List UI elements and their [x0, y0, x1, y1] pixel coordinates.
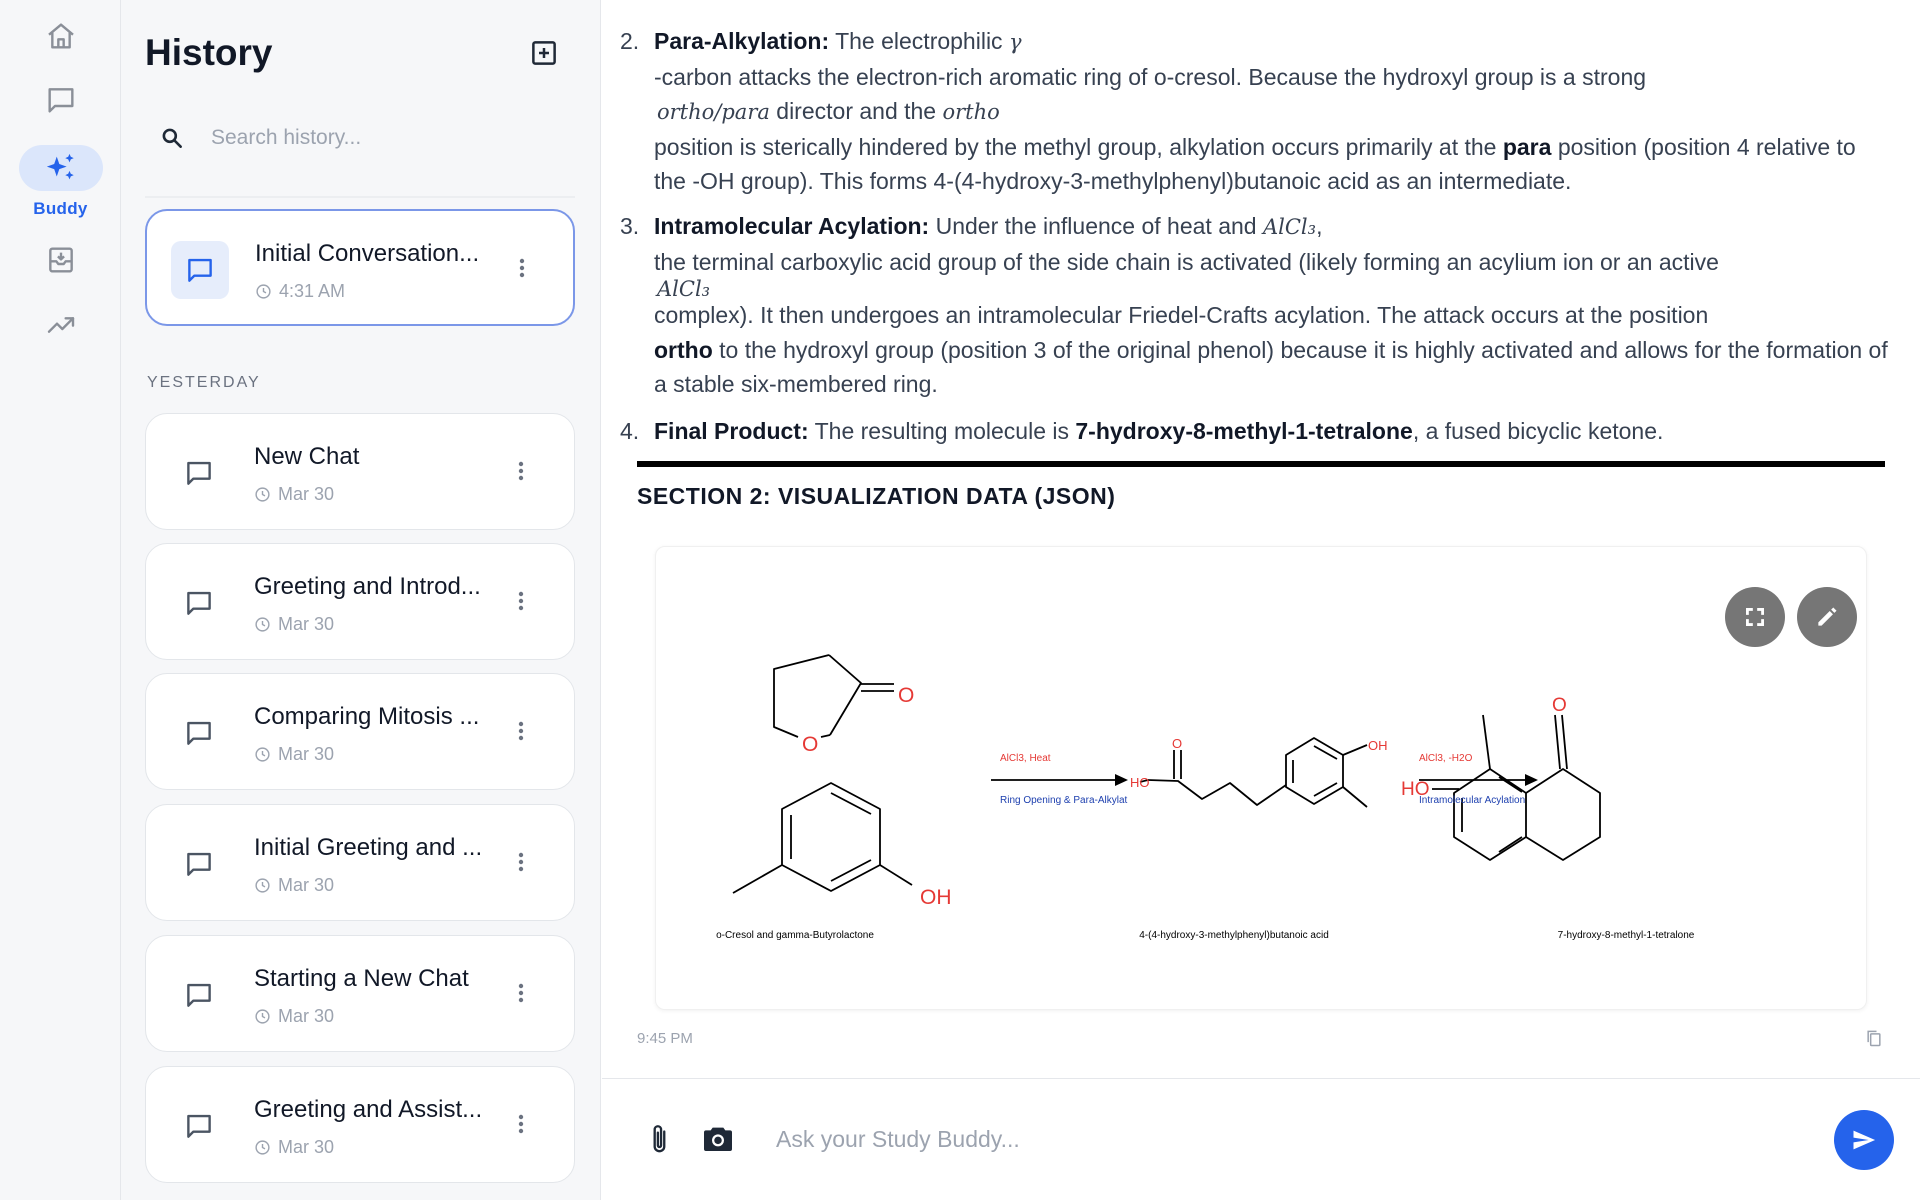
- rail-home-button[interactable]: [0, 20, 121, 52]
- sparkles-icon: [44, 151, 78, 185]
- pencil-icon: [1814, 604, 1840, 630]
- step-text: complex). It then undergoes an intramolecular Friedel-Crafts acylation. The attack occurs at the position: [654, 302, 1709, 328]
- step-line: [657, 277, 1894, 301]
- section-divider: [637, 461, 1885, 467]
- intermediate-ring: [1286, 738, 1343, 804]
- step-line: [654, 60, 1894, 95]
- atom-label: HO: [1130, 775, 1150, 790]
- chat-bubble-icon: [45, 84, 77, 116]
- math-inline: ortho: [942, 100, 1000, 124]
- history-item-time-text: Mar 30: [278, 484, 335, 504]
- step-text: ,: [1316, 213, 1323, 239]
- history-item-icon: [170, 966, 228, 1024]
- mechanism-step-3: [620, 209, 1894, 402]
- step-line: [654, 245, 1894, 280]
- paperclip-icon: [647, 1122, 673, 1156]
- history-item-title: Greeting and Introd...: [254, 573, 481, 600]
- history-item-icon: [170, 1097, 228, 1155]
- step-text: , a fused bicyclic ketone.: [1412, 418, 1664, 444]
- step-line: [654, 209, 1894, 245]
- intermediate-caption: 4-(4-hydroxy-3-methylphenyl)butanoic acid: [1139, 930, 1329, 941]
- step-number: 2.: [620, 28, 640, 54]
- history-search: [145, 113, 575, 163]
- step-title: Para-Alkylation:: [654, 28, 830, 54]
- atom-label: O: [1552, 695, 1567, 716]
- step-title: Intramolecular Acylation:: [654, 213, 930, 239]
- arrowhead-1: [1115, 774, 1128, 786]
- new-chat-button[interactable]: [527, 36, 561, 70]
- intermediate-chain: [1148, 780, 1286, 805]
- history-item-icon: [170, 444, 228, 502]
- history-item-title: Initial Conversation...: [255, 240, 480, 267]
- history-item-time-text: Mar 30: [278, 1137, 335, 1157]
- rail-buddy-label: Buddy: [33, 199, 88, 218]
- lactone-bonds: [829, 655, 861, 735]
- more-vertical-icon: [517, 720, 525, 742]
- history-item-more-button[interactable]: [504, 842, 538, 882]
- product-methyl: [1483, 715, 1490, 769]
- rail-chats-button[interactable]: [0, 84, 121, 116]
- cresol-ring: [782, 783, 880, 891]
- trending-up-icon: [45, 309, 77, 341]
- send-button[interactable]: [1834, 1110, 1894, 1170]
- history-item-time: [254, 484, 334, 505]
- clock-icon: [255, 283, 272, 300]
- history-item-icon: [170, 704, 228, 762]
- atom-label: O: [1172, 736, 1183, 751]
- copy-icon: [1864, 1028, 1884, 1048]
- lactone-ring: [774, 655, 829, 737]
- send-icon: [1850, 1126, 1878, 1154]
- step-line: [654, 333, 1894, 402]
- chat-bubble-icon: [184, 588, 214, 618]
- step-number: 3.: [620, 213, 640, 239]
- history-item-title: New Chat: [254, 443, 360, 470]
- history-item-time-text: 4:31 AM: [279, 281, 346, 301]
- clock-icon: [254, 746, 271, 763]
- atom-label: HO: [1401, 779, 1430, 800]
- step-number: 4.: [620, 418, 640, 444]
- history-item-time: [254, 875, 334, 896]
- history-item[interactable]: [145, 804, 575, 921]
- clock-icon: [254, 1008, 271, 1025]
- mechanism-step-4: [620, 414, 1894, 449]
- chat-main: [602, 0, 1920, 1078]
- message-input[interactable]: [776, 1119, 1776, 1159]
- step-text: director and the: [769, 98, 943, 124]
- history-item-time: [255, 281, 345, 302]
- step-line: [654, 298, 1894, 333]
- reaction-scheme-svg: [656, 547, 1868, 1011]
- camera-button[interactable]: [698, 1119, 738, 1159]
- more-vertical-icon: [517, 590, 525, 612]
- product-caption: 7-hydroxy-8-methyl-1-tetralone: [1557, 930, 1695, 941]
- history-item-time-text: Mar 30: [278, 614, 335, 634]
- nav-rail: [0, 0, 121, 1200]
- history-item-time: [254, 744, 334, 765]
- product-carbonyl: [1555, 715, 1567, 769]
- history-item-time-text: Mar 30: [278, 875, 335, 895]
- atom-label: OH: [1368, 738, 1388, 753]
- rail-progress-button[interactable]: [0, 309, 121, 341]
- atom-label: O: [802, 733, 819, 756]
- arrow-step-label: Ring Opening & Para-Alkylat: [1000, 795, 1128, 806]
- mechanism-step-2: [620, 24, 1894, 199]
- step-text: The electrophilic: [829, 28, 1009, 54]
- step-bold: 7-hydroxy-8-methyl-1-tetralone: [1075, 418, 1413, 444]
- home-icon: [45, 20, 77, 52]
- history-item-time: [254, 1137, 334, 1158]
- reaction-diagram-card: [655, 546, 1867, 1010]
- history-title: History: [145, 32, 273, 73]
- divider: [145, 196, 575, 198]
- chat-bubble-icon: [184, 980, 214, 1010]
- chat-bubble-icon: [185, 255, 215, 285]
- cresol-aromatic-bonds: [791, 793, 871, 881]
- history-item-time-text: Mar 30: [278, 1006, 335, 1026]
- history-item-time: [254, 614, 334, 635]
- history-item-icon: [171, 241, 229, 299]
- arrow-reagent-label: AlCl3, Heat: [1000, 753, 1051, 764]
- history-item-time: [254, 1006, 334, 1027]
- archive-download-icon: [45, 244, 77, 276]
- arrowhead-2: [1525, 774, 1538, 786]
- chat-bubble-icon: [184, 849, 214, 879]
- camera-icon: [702, 1125, 734, 1153]
- step-text: -carbon attacks the electron-rich aromatic ring of o-cresol. Because the hydroxyl group is a strong: [654, 63, 1647, 90]
- search-icon: [159, 125, 185, 151]
- step-text: the terminal carboxylic acid group of the side chain is activated (likely forming an acylium ion or an active: [654, 248, 1719, 275]
- fullscreen-button[interactable]: [1725, 587, 1785, 647]
- rail-archive-button[interactable]: [0, 244, 121, 276]
- intermediate-substituents: [1343, 745, 1367, 807]
- history-item-title: Greeting and Assist...: [254, 1096, 483, 1123]
- chat-bubble-icon: [184, 718, 214, 748]
- step-line: [654, 24, 1894, 60]
- message-composer: [602, 1078, 1920, 1200]
- math-inline: AlCl₃: [1262, 215, 1317, 239]
- cresol-oh-bond: [880, 865, 912, 885]
- math-inline: AlCl₃: [657, 277, 711, 301]
- clock-icon: [254, 616, 271, 633]
- history-item-time-text: Mar 30: [278, 744, 335, 764]
- step-bold: ortho: [654, 336, 713, 363]
- step-line: [654, 414, 1894, 449]
- step-text: to the hydroxyl group (position 3 of the original phenol) because it is highly activated and allows for the formation of a stable six-membered ring.: [654, 336, 1888, 397]
- math-inline: ortho/para: [657, 100, 770, 124]
- add-box-icon: [529, 38, 559, 68]
- product-aromatic-bonds: [1462, 777, 1522, 852]
- history-item-title: Initial Greeting and ...: [254, 834, 483, 861]
- chat-bubble-icon: [184, 1111, 214, 1141]
- history-item-title: Comparing Mitosis ...: [254, 703, 480, 730]
- reactant-caption: o-Cresol and gamma-Butyrolactone: [716, 930, 874, 941]
- clock-icon: [254, 1139, 271, 1156]
- step-text: The resulting molecule is: [808, 418, 1076, 444]
- more-vertical-icon: [518, 257, 526, 279]
- history-item[interactable]: [145, 413, 575, 530]
- step-line: [657, 94, 1894, 130]
- step-text: Under the influence of heat and: [929, 213, 1263, 239]
- atom-label: O: [898, 684, 915, 707]
- history-item-icon: [170, 835, 228, 893]
- more-vertical-icon: [517, 460, 525, 482]
- cresol-methyl: [733, 865, 782, 893]
- fullscreen-icon: [1742, 604, 1768, 630]
- atom-label: OH: [920, 886, 952, 909]
- lactone-o-bond: [821, 735, 830, 737]
- step-text: position (position 4 relative to the -OH group). This forms 4-(4-hydroxy-3-methylphenyl)butanoic acid as an intermediate.: [654, 133, 1856, 194]
- lactone-carbonyl: [861, 684, 894, 691]
- intermediate-aromatic-bonds: [1293, 746, 1337, 796]
- chat-bubble-icon: [184, 458, 214, 488]
- history-section-label: YESTERDAY: [147, 374, 261, 391]
- history-item-active[interactable]: [145, 209, 575, 326]
- history-item[interactable]: [145, 1066, 575, 1183]
- attach-button[interactable]: [640, 1119, 680, 1159]
- history-item[interactable]: [145, 543, 575, 660]
- history-item-more-button[interactable]: [504, 451, 538, 491]
- arrow-step-label: Intramolecular Acylation: [1419, 795, 1526, 806]
- more-vertical-icon: [517, 982, 525, 1004]
- clock-icon: [254, 486, 271, 503]
- step-line: [654, 130, 1894, 199]
- history-panel: [121, 0, 601, 1200]
- history-item-more-button[interactable]: [505, 248, 539, 288]
- more-vertical-icon: [517, 851, 525, 873]
- history-item-icon: [170, 574, 228, 632]
- more-vertical-icon: [517, 1113, 525, 1135]
- history-item-more-button[interactable]: [504, 1104, 538, 1144]
- copy-button[interactable]: [1864, 1028, 1888, 1052]
- history-item-more-button[interactable]: [504, 711, 538, 751]
- rail-buddy-button[interactable]: [0, 145, 121, 219]
- history-item-more-button[interactable]: [504, 581, 538, 621]
- history-item[interactable]: [145, 935, 575, 1052]
- clock-icon: [254, 877, 271, 894]
- section-heading: SECTION 2: VISUALIZATION DATA (JSON): [637, 483, 1116, 509]
- history-item-more-button[interactable]: [504, 973, 538, 1013]
- step-text: position is sterically hindered by the methyl group, alkylation occurs primarily at the: [654, 133, 1503, 160]
- step-title: Final Product:: [654, 418, 809, 444]
- edit-button[interactable]: [1797, 587, 1857, 647]
- step-bold: para: [1502, 133, 1552, 160]
- history-item-title: Starting a New Chat: [254, 965, 469, 992]
- history-search-input[interactable]: [211, 126, 551, 150]
- message-timestamp: 9:45 PM: [637, 1030, 693, 1047]
- product-aromatic-ring: [1454, 769, 1526, 860]
- history-item[interactable]: [145, 673, 575, 790]
- product-ketone-ring: [1526, 769, 1600, 860]
- math-inline: γ: [1008, 30, 1022, 54]
- rail-buddy-pill: [19, 145, 103, 191]
- arrow-reagent-label: AlCl3, -H2O: [1419, 753, 1473, 764]
